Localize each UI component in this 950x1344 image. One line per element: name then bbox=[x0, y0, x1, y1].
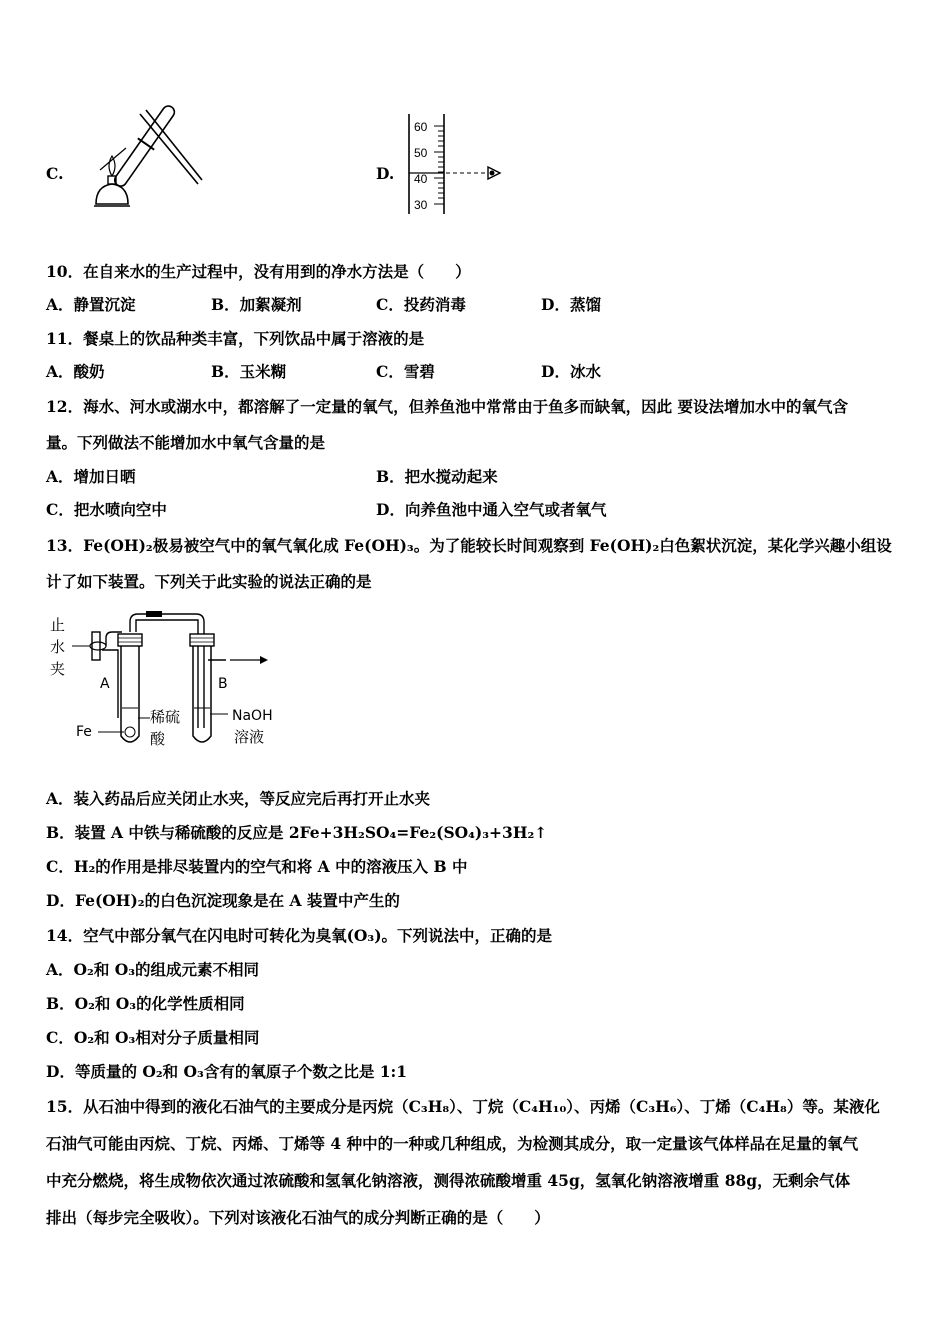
q11-option-c: C．雪碧 bbox=[376, 362, 435, 381]
q11-option-b: B．玉米糊 bbox=[211, 362, 287, 381]
label-b: B bbox=[218, 676, 228, 692]
q10-option-d: D．蒸馏 bbox=[541, 295, 601, 314]
label-clamp-3: 夹 bbox=[50, 660, 66, 678]
label-fe: Fe bbox=[76, 724, 92, 740]
q10-option-a: A．静置沉淀 bbox=[46, 295, 136, 314]
q10-stem: 10．在自来水的生产过程中，没有用到的净水方法是（ ） bbox=[46, 262, 471, 281]
cylinder-tick-30: 30 bbox=[414, 198, 428, 212]
q14-option-c: C．O₂和 O₃相对分子质量相同 bbox=[46, 1028, 260, 1047]
label-acid-2: 酸 bbox=[150, 730, 166, 748]
q13-stem-line-1: 13．Fe(OH)₂极易被空气中的氧气氧化成 Fe(OH)₃。为了能较长时间观察到 Fe(OH)₂白色絮状沉淀，某化学兴趣小组设 bbox=[46, 536, 892, 555]
q12-option-c: C．把水喷向空中 bbox=[46, 500, 167, 519]
q11-stem: 11．餐桌上的饮品种类丰富，下列饮品中属于溶液的是 bbox=[46, 329, 425, 348]
q12-option-a: A．增加日晒 bbox=[46, 467, 136, 486]
q15-line-3: 中充分燃烧，将生成物依次通过浓硫酸和氢氧化钠溶液，测得浓硫酸增重 45g，氢氧化钠溶液增重 88g，无剩余气体 bbox=[46, 1171, 851, 1190]
q14-stem: 14．空气中部分氧气在闪电时可转化为臭氧(O₃)。下列说法中，正确的是 bbox=[46, 926, 553, 945]
label-clamp-1: 止 bbox=[50, 616, 66, 634]
label-naoh-1: NaOH bbox=[232, 708, 273, 724]
q13-option-c: C．H₂的作用是排尽装置内的空气和将 A 中的溶液压入 B 中 bbox=[46, 857, 468, 876]
q10-option-b: B．加絮凝剂 bbox=[211, 295, 302, 314]
cylinder-tick-40: 40 bbox=[414, 172, 428, 186]
q12-option-d: D．向养鱼池中通入空气或者氧气 bbox=[376, 500, 607, 519]
cylinder-tick-60: 60 bbox=[414, 120, 428, 134]
q13-stem-line-2: 计了如下装置。下列关于此实验的说法正确的是 bbox=[46, 572, 372, 591]
q12-option-b: B．把水搅动起来 bbox=[376, 467, 498, 486]
q15-line-2: 石油气可能由丙烷、丁烷、丙烯、丁烯等 4 种中的一种或几种组成，为检测其成分，取一定量该气体样品在足量的氧气 bbox=[46, 1134, 859, 1153]
label-acid-1: 稀硫 bbox=[150, 708, 181, 726]
q11-option-a: A．酸奶 bbox=[46, 362, 105, 381]
alcohol-lamp-heating-test-tube-figure bbox=[86, 104, 206, 216]
cylinder-tick-50: 50 bbox=[414, 146, 428, 160]
q10-option-c: C．投药消毒 bbox=[376, 295, 466, 314]
label-a: A bbox=[100, 676, 110, 692]
q13-option-a: A．装入药品后应关闭止水夹，等反应完后再打开止水夹 bbox=[46, 789, 431, 808]
q14-option-d: D．等质量的 O₂和 O₃含有的氧原子个数之比是 1:1 bbox=[46, 1062, 408, 1081]
q12-stem-line-1: 12．海水、河水或湖水中，都溶解了一定量的氧气，但养鱼池中常常由于鱼多而缺氧，因此 要设法增加水中的氧气含 bbox=[46, 397, 848, 416]
graduated-cylinder-reading-figure bbox=[404, 112, 514, 218]
q14-option-b: B．O₂和 O₃的化学性质相同 bbox=[46, 994, 245, 1013]
label-clamp-2: 水 bbox=[50, 638, 66, 656]
q11-option-d: D．冰水 bbox=[541, 362, 601, 381]
q12-stem-line-2: 量。下列做法不能增加水中氧气含量的是 bbox=[46, 433, 326, 452]
q15-line-1: 15．从石油中得到的液化石油气的主要成分是丙烷（C₃H₈）、丁烷（C₄H₁₀）、丙烯（C₃H₆）、丁烯（C₄H₈）等。某液化 bbox=[46, 1097, 880, 1116]
q13-option-d: D．Fe(OH)₂的白色沉淀现象是在 A 装置中产生的 bbox=[46, 891, 400, 910]
option-c-label: C. bbox=[46, 164, 64, 183]
q15-line-4: 排出（每步完全吸收）。下列对该液化石油气的成分判断正确的是（ ） bbox=[46, 1208, 550, 1227]
q13-option-b: B．装置 A 中铁与稀硫酸的反应是 2Fe+3H₂SO₄=Fe₂(SO₄)₃+3H₂↑ bbox=[46, 823, 548, 842]
q14-option-a: A．O₂和 O₃的组成元素不相同 bbox=[46, 960, 260, 979]
label-naoh-2: 溶液 bbox=[234, 728, 265, 746]
option-d-label: D. bbox=[376, 164, 395, 183]
ferrous-hydroxide-apparatus-figure bbox=[46, 608, 286, 758]
